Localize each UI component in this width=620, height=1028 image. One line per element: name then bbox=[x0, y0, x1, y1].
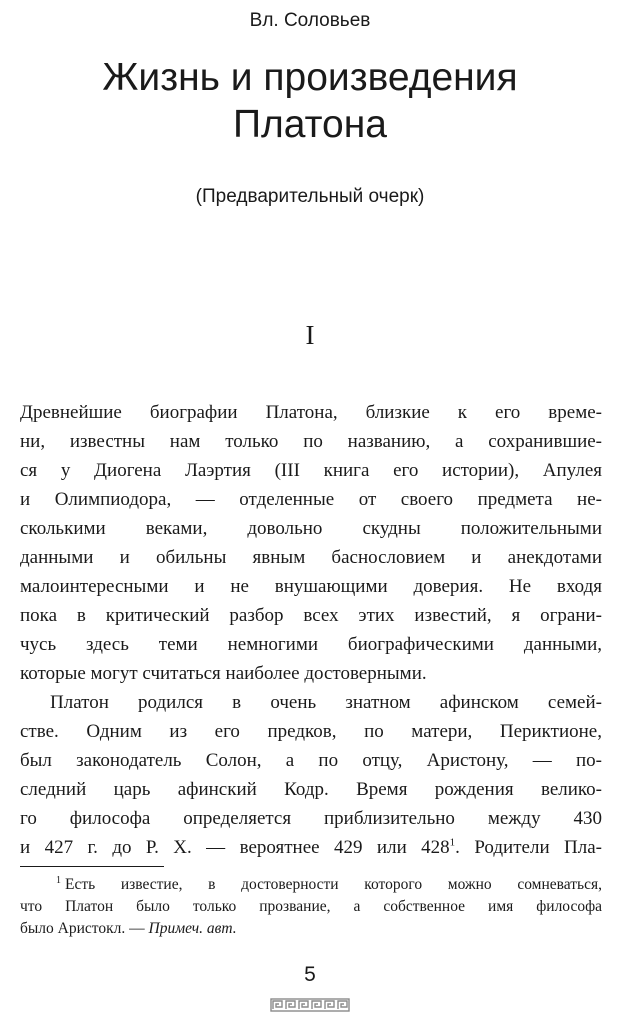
text-line: ни, известны нам только по названию, а сохранившие- bbox=[20, 431, 602, 452]
ornament-key-unit bbox=[338, 1001, 347, 1009]
text-line: следний царь афинский Кодр. Время рождения велико- bbox=[20, 779, 602, 800]
text-line: и Олимпиодора, — отделенные от своего предмета не- bbox=[20, 489, 602, 510]
footnote bbox=[20, 874, 602, 940]
footnote-attribution: Примеч. авт. bbox=[148, 920, 237, 937]
text-line: сколькими веками, довольно скудны положительными bbox=[20, 518, 602, 539]
footnote-separator bbox=[20, 866, 164, 867]
text-line: го философа определяется приблизительно между 430 bbox=[20, 808, 602, 829]
ornament-key-unit bbox=[312, 1001, 321, 1009]
title-line-2: Платона bbox=[233, 103, 387, 146]
text-line: чусь здесь теми немногими биографическими данными, bbox=[20, 634, 602, 655]
text-fragment: и 427 г. до Р. Х. — вероятнее 429 или 428 bbox=[20, 837, 450, 858]
footnote-line: что Платон было только прозвание, а собственное имя философа bbox=[20, 898, 602, 915]
text-line: пока в критический разбор всех этих известий, я ограни- bbox=[20, 605, 602, 626]
greek-key-ornament-icon bbox=[270, 998, 350, 1012]
ornament-key-unit bbox=[299, 1001, 308, 1009]
footnote-text: было Аристокл. — bbox=[20, 920, 149, 937]
footnote-text: Есть известие, в достоверности которого можно сомневаться, bbox=[65, 876, 602, 893]
author-name: Вл. Соловьев bbox=[249, 10, 371, 31]
text-line: данными и обильны явным баснословием и анекдотами bbox=[20, 547, 602, 568]
footnote-marker: 1 bbox=[56, 874, 61, 886]
ornament-key-unit bbox=[273, 1001, 282, 1009]
text-line: стве. Одним из его предков, по матери, Периктионе, bbox=[20, 721, 602, 742]
text-line: которые могут считаться наиболее достоверными. bbox=[20, 663, 427, 684]
footnote-line bbox=[20, 918, 602, 940]
page-number: 5 bbox=[304, 963, 316, 986]
ornament-key-unit bbox=[325, 1001, 334, 1009]
text-line: был законодатель Солон, а по отцу, Аристону, — по- bbox=[20, 750, 602, 771]
ornament-frame bbox=[271, 999, 349, 1011]
text-line: Древнейшие биографии Платона, близкие к его време- bbox=[20, 402, 602, 423]
title-line-1: Жизнь и произведения bbox=[102, 56, 518, 99]
text-line: Платон родился в очень знатном афинском семей- bbox=[50, 692, 602, 713]
ornament-key-unit bbox=[286, 1001, 295, 1009]
footnote-line bbox=[20, 874, 602, 896]
text-line: малоинтересными и не внушающими доверия. Не входя bbox=[20, 576, 602, 597]
text-line bbox=[20, 833, 602, 862]
text-line: ся у Диогена Лаэртия (III книга его истории), Апулея bbox=[20, 460, 602, 481]
subtitle: (Предварительный очерк) bbox=[195, 186, 425, 207]
page-title bbox=[0, 54, 620, 148]
footnote-reference[interactable]: 1 bbox=[449, 836, 456, 849]
text-fragment: . Родители Пла- bbox=[455, 837, 602, 858]
body-text bbox=[20, 398, 602, 862]
chapter-numeral: I bbox=[305, 320, 315, 350]
